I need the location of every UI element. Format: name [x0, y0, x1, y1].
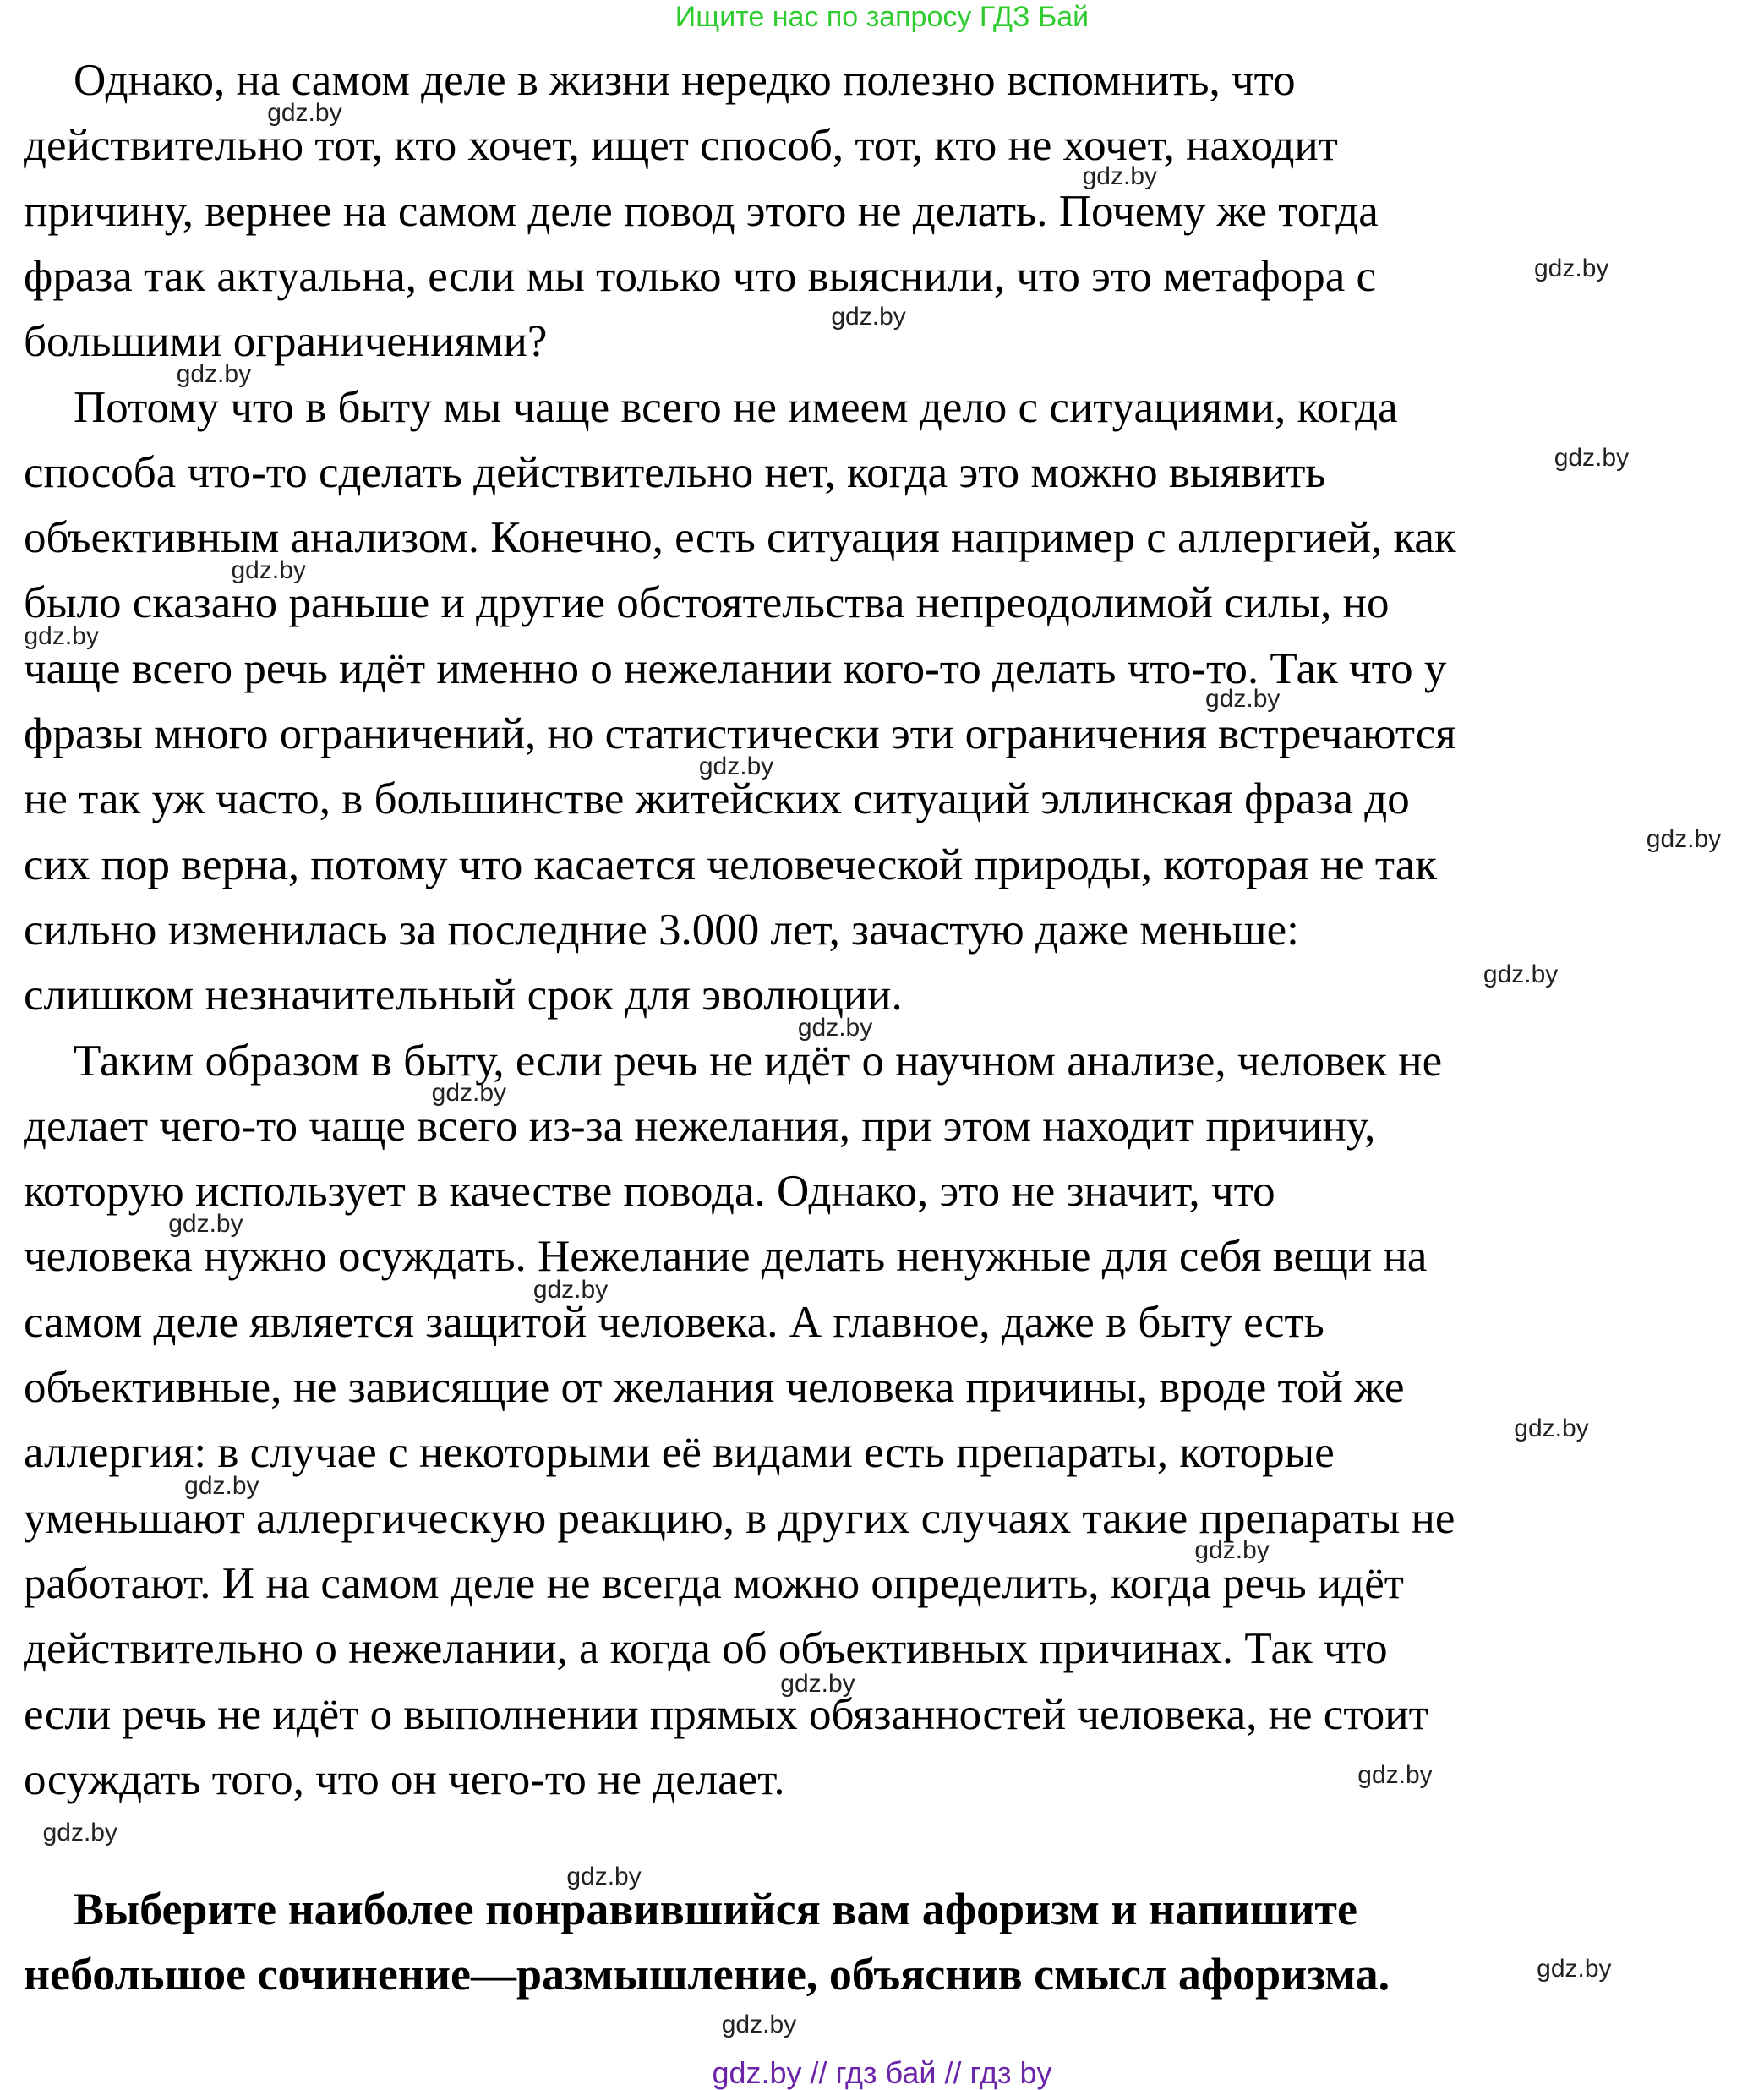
text-line: слишком незначительный срок для эволюции. [24, 971, 903, 1020]
watermark: gdz.by [780, 1670, 855, 1699]
text-line: фразы много ограничений, но статистически эти ограничения встречаются [24, 709, 1456, 758]
watermark: gdz.by [721, 2011, 797, 2039]
watermark: gdz.by [1533, 254, 1609, 282]
watermark: gdz.by [831, 302, 906, 331]
watermark: gdz.by [184, 1472, 259, 1501]
text-line: не так уж часто, в большинстве житейских ситуаций эллинская фраза до [24, 774, 1410, 824]
watermark: gdz.by [24, 621, 99, 650]
watermark: gdz.by [168, 1210, 243, 1239]
watermark: gdz.by [698, 752, 774, 781]
text-line: которую использует в качестве повода. Однако, это не значит, что [24, 1167, 1275, 1217]
watermark: gdz.by [1537, 1954, 1612, 1983]
text-line: было сказано раньше и другие обстоятельства непреодолимой силы, но [24, 578, 1390, 628]
text-line: большими ограничениями? [24, 317, 548, 367]
watermark: gdz.by [1483, 960, 1559, 988]
watermark: gdz.by [267, 99, 342, 128]
text-line: объективным анализом. Конечно, есть ситуация например с аллергией, как [24, 513, 1456, 563]
watermark: gdz.by [797, 1013, 873, 1042]
text-line: объективные, не зависящие от желания человека причины, вроде той же [24, 1363, 1405, 1412]
watermark: gdz.by [1205, 684, 1281, 713]
text-line: уменьшают аллергическую реакцию, в других случаях такие препараты не [24, 1493, 1455, 1543]
watermark: gdz.by [1646, 824, 1722, 853]
text-line: фраза так актуальна, если мы только что выяснили, что это метафора с [24, 251, 1377, 301]
text-line: Однако, на самом деле в жизни нередко полезно вспомнить, что [74, 56, 1296, 105]
task-line: небольшое сочинение—размышление, объяснив смысл афоризма. [24, 1949, 1390, 2000]
watermark: gdz.by [1082, 161, 1157, 190]
text-line: делает чего-то чаще всего из-за нежелания, при этом находит причину, [24, 1101, 1376, 1151]
text-line: самом деле является защитой человека. А главное, даже в быту есть [24, 1297, 1324, 1347]
watermark: gdz.by [566, 1862, 642, 1890]
search-hint-banner: Ищите нас по запросу ГДЗ Бай [674, 1, 1090, 33]
watermark: gdz.by [231, 556, 306, 585]
watermark: gdz.by [1357, 1760, 1433, 1789]
text-line: осуждать того, что он чего-то не делает. [24, 1754, 785, 1804]
text-line: сильно изменилась за последние 3.000 лет, зачастую даже меньше: [24, 905, 1299, 955]
text-line: если речь не идёт о выполнении прямых обязанностей человека, не стоит [24, 1689, 1428, 1739]
task-line: Выберите наиболее понравившийся вам афоризм и напишите [74, 1884, 1357, 1934]
watermark: gdz.by [532, 1275, 609, 1304]
text-line: сих пор верна, потому что касается человеческой природы, которая не так [24, 840, 1438, 889]
text-line: способа что-то сделать действительно нет, когда это можно выявить [24, 447, 1326, 497]
watermark: gdz.by [431, 1079, 507, 1108]
text-line: Потому что в быту мы чаще всего не имеем дело с ситуациями, когда [74, 382, 1398, 432]
text-line: действительно тот, кто хочет, ищет способ, тот, кто не хочет, находит [24, 121, 1338, 171]
text-line: действительно о нежелании, а когда об объективных причинах. Так что [24, 1624, 1388, 1674]
watermark: gdz.by [42, 1818, 117, 1847]
text-line: аллергия: в случае с некоторыми её видами есть препараты, которые [24, 1428, 1335, 1478]
text-line: работают. И на самом деле не всегда можно определить, когда речь идёт [24, 1558, 1404, 1608]
text-line: Таким образом в быту, если речь не идёт о научном анализе, человек не [74, 1036, 1443, 1086]
text-line: чаще всего речь идёт именно о нежелании кого-то делать что-то. Так что у [24, 643, 1447, 693]
watermark: gdz.by [1554, 444, 1630, 473]
watermark: gdz.by [1194, 1535, 1270, 1564]
text-line: человека нужно осуждать. Нежелание делать ненужные для себя вещи на [24, 1232, 1428, 1282]
watermark: gdz.by [1514, 1414, 1589, 1443]
watermark: gdz.by [176, 359, 252, 388]
footer-links[interactable]: gdz.by // гдз бай // гдз by [712, 2055, 1052, 2090]
text-line: причину, вернее на самом деле повод этого не делать. Почему же тогда [24, 186, 1379, 236]
